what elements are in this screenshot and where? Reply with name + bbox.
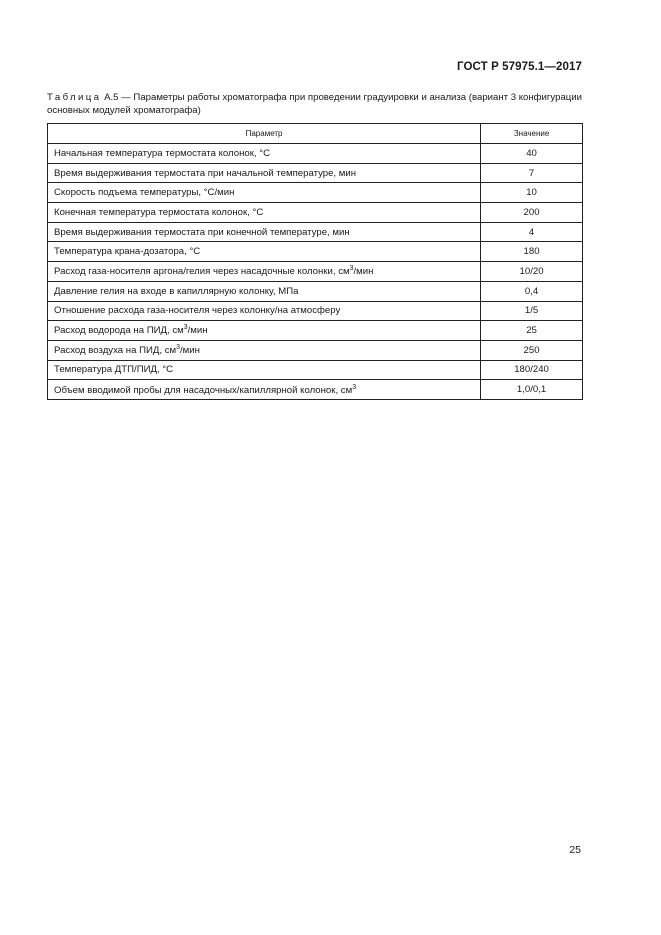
parameter-cell — [48, 183, 481, 203]
parameter-cell — [48, 242, 481, 262]
value-cell: 250 — [481, 340, 583, 360]
parameter-cell — [48, 340, 481, 360]
table-row — [48, 321, 583, 341]
document-code: ГОСТ Р 57975.1—2017 — [457, 61, 582, 73]
table-row — [48, 222, 583, 242]
parameter-text: Скорость подъема температуры, °С/мин — [54, 187, 235, 199]
value-cell: 40 — [481, 144, 583, 164]
parameter-cell — [48, 281, 481, 301]
unit-suffix: /мин — [353, 266, 374, 278]
table-header-row — [48, 124, 583, 144]
table-caption-prefix: Таблица — [47, 92, 102, 103]
table-row — [48, 360, 583, 380]
parameter-text: Расход воздуха на ПИД, см — [54, 345, 177, 357]
table-caption — [47, 92, 582, 117]
parameter-text: Конечная температура термостата колонок, °С — [54, 206, 264, 218]
page-number: 25 — [569, 844, 581, 856]
value-cell: 10 — [481, 183, 583, 203]
parameter-text: Время выдерживания термостата при начальной температуре, мин — [54, 167, 357, 179]
table-row — [48, 203, 583, 223]
value-cell: 1,0/0,1 — [481, 380, 583, 400]
parameters-table — [47, 123, 583, 400]
value-cell: 25 — [481, 321, 583, 341]
table-caption-text: А.5 — Параметры работы хроматографа при проведении градуировки и анализа (вариант 3 конфигурации основных модулей хроматографа) — [47, 92, 582, 116]
parameter-text: Время выдерживания термостата при конечной температуре, мин — [54, 226, 350, 238]
parameter-cell — [48, 163, 481, 183]
parameter-cell — [48, 144, 481, 164]
parameter-text: Начальная температура термостата колонок, °С — [54, 147, 270, 159]
unit-superscript: 3 — [349, 265, 354, 273]
table-row — [48, 380, 583, 400]
value-cell: 180 — [481, 242, 583, 262]
parameter-cell — [48, 262, 481, 282]
table-row — [48, 144, 583, 164]
parameter-cell — [48, 301, 481, 321]
value-cell: 4 — [481, 222, 583, 242]
parameter-cell — [48, 203, 481, 223]
parameter-text: Температура ДТП/ПИД, °С — [54, 364, 174, 376]
parameter-text: Давление гелия на входе в капиллярную колонку, МПа — [54, 285, 299, 297]
value-cell: 200 — [481, 203, 583, 223]
unit-superscript: 3 — [352, 383, 357, 391]
table-row — [48, 281, 583, 301]
table-row — [48, 301, 583, 321]
column-header-value: Значение — [481, 124, 583, 144]
unit-suffix: /мин — [180, 345, 200, 357]
parameter-cell — [48, 360, 481, 380]
parameter-text: Температура крана-дозатора, °С — [54, 246, 201, 258]
table-row — [48, 262, 583, 282]
parameter-cell — [48, 380, 481, 400]
table-row — [48, 163, 583, 183]
unit-superscript: 3 — [176, 344, 180, 352]
unit-superscript: 3 — [183, 324, 188, 332]
value-cell: 0,4 — [481, 281, 583, 301]
parameter-text: Расход газа-носителя аргона/гелия через насадочные колонки, см — [54, 266, 350, 278]
parameter-cell — [48, 321, 481, 341]
unit-suffix: /мин — [187, 325, 208, 337]
table-row — [48, 340, 583, 360]
value-cell: 180/240 — [481, 360, 583, 380]
column-header-parameter: Параметр — [48, 124, 481, 144]
parameter-text: Расход водорода на ПИД, см — [54, 325, 184, 337]
parameter-text: Объем вводимой пробы для насадочных/капиллярной колонок, см — [54, 384, 353, 396]
table-row — [48, 183, 583, 203]
value-cell: 1/5 — [481, 301, 583, 321]
parameter-cell — [48, 222, 481, 242]
value-cell: 7 — [481, 163, 583, 183]
parameter-text: Отношение расхода газа-носителя через колонку/на атмосферу — [54, 305, 341, 317]
table-row — [48, 242, 583, 262]
value-cell: 10/20 — [481, 262, 583, 282]
